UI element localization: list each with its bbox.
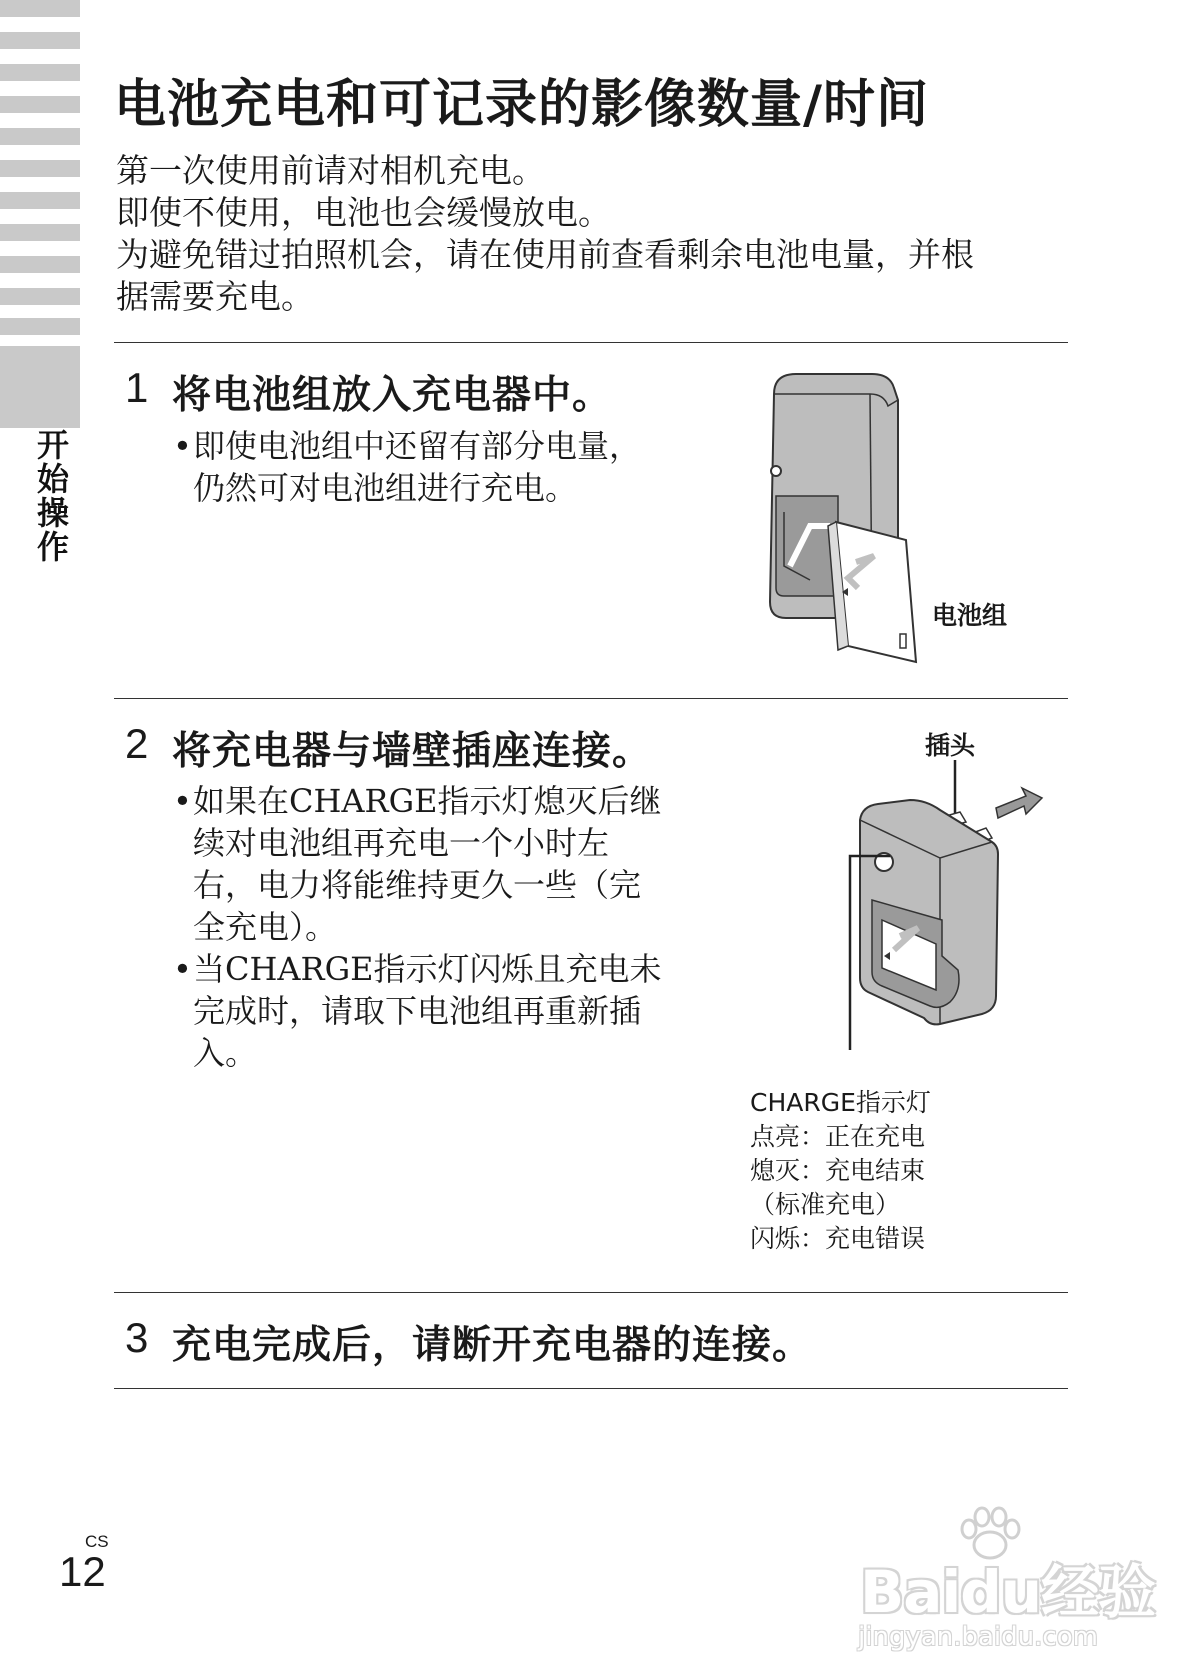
step-2-bullet <box>173 780 753 948</box>
step-1-bullet <box>173 425 753 509</box>
section-divider <box>114 698 1068 699</box>
tab-stripe <box>0 64 80 81</box>
battery-callout: 电池组 <box>932 601 1008 630</box>
callout-line: 闪烁：充电错误 <box>750 1224 926 1253</box>
bullet-line: 即使电池组中还留有部分电量， <box>193 427 642 465</box>
bullet-line: 如果在CHARGE指示灯熄灭后继 <box>193 782 662 820</box>
intro-line: 第一次使用前请对相机充电。 <box>116 151 545 190</box>
bullet-dot: • <box>173 950 192 988</box>
tab-stripe <box>0 32 80 49</box>
page-title: 电池充电和可记录的影像数量/时间 <box>114 75 929 135</box>
battery-charger-illustration <box>750 366 930 686</box>
tab-block <box>0 346 80 428</box>
language-code: CS <box>85 1532 109 1551</box>
bullet-line: 入。 <box>193 1034 258 1072</box>
callout-line: 熄灭：充电结束 <box>750 1156 926 1185</box>
step-1-number: 1 <box>125 364 149 411</box>
tab-stripe <box>0 192 80 209</box>
step-2-bullet <box>173 948 753 1074</box>
tab-stripe <box>0 256 80 273</box>
intro-line: 为避免错过拍照机会，请在使用前查看剩余电池电量，并根 <box>116 235 974 274</box>
tab-stripe <box>0 288 80 305</box>
step-2-number: 2 <box>125 720 149 767</box>
section-label: 开始操作 <box>32 428 70 564</box>
intro-line: 即使不使用，电池也会缓慢放电。 <box>116 193 611 232</box>
callout-line: 点亮：正在充电 <box>750 1122 926 1151</box>
battery-pack-illustration <box>828 522 916 662</box>
charge-indicator-callout <box>750 1086 931 1256</box>
tab-stripe <box>0 96 80 113</box>
bullet-line: 当CHARGE指示灯闪烁且充电未 <box>193 950 662 988</box>
step-3-title: 充电完成后，请断开充电器的连接。 <box>172 1323 813 1368</box>
plug-callout: 插头 <box>925 731 976 760</box>
page-number: 12 <box>59 1548 106 1595</box>
step-1-title: 将电池组放入充电器中。 <box>172 373 613 418</box>
intro-line: 据需要充电。 <box>116 277 314 316</box>
callout-line: CHARGE指示灯 <box>750 1088 931 1117</box>
step-3-number: 3 <box>125 1314 149 1361</box>
tab-stripe <box>0 224 80 241</box>
arrow-icon <box>996 788 1042 818</box>
watermark-brand: Baidu经验 <box>860 1558 1156 1626</box>
bullet-line: 完成时，请取下电池组再重新插 <box>193 992 642 1030</box>
tab-stripe <box>0 318 80 335</box>
watermark-url: jingyan.baidu.com <box>858 1622 1098 1652</box>
step-2-title: 将充电器与墙壁插座连接。 <box>172 729 653 774</box>
wall-charger-illustration <box>800 760 1060 1100</box>
intro-paragraph <box>116 150 1076 318</box>
tab-stripe <box>0 0 80 17</box>
bullet-line: 全充电）。 <box>193 908 338 946</box>
callout-line: （标准充电） <box>750 1190 901 1219</box>
tab-stripe <box>0 128 80 145</box>
bullet-dot: • <box>173 427 192 465</box>
bullet-line: 右，电力将能维持更久一些（完 <box>193 866 642 904</box>
tab-stripe <box>0 160 80 177</box>
section-divider <box>114 1292 1068 1293</box>
section-divider <box>114 342 1068 343</box>
section-divider <box>114 1388 1068 1389</box>
bullet-line: 续对电池组再充电一个小时左 <box>193 824 610 862</box>
charge-indicator-lamp-icon <box>771 466 781 476</box>
bullet-dot: • <box>173 782 192 820</box>
bullet-line: 仍然可对电池组进行充电。 <box>193 469 578 507</box>
